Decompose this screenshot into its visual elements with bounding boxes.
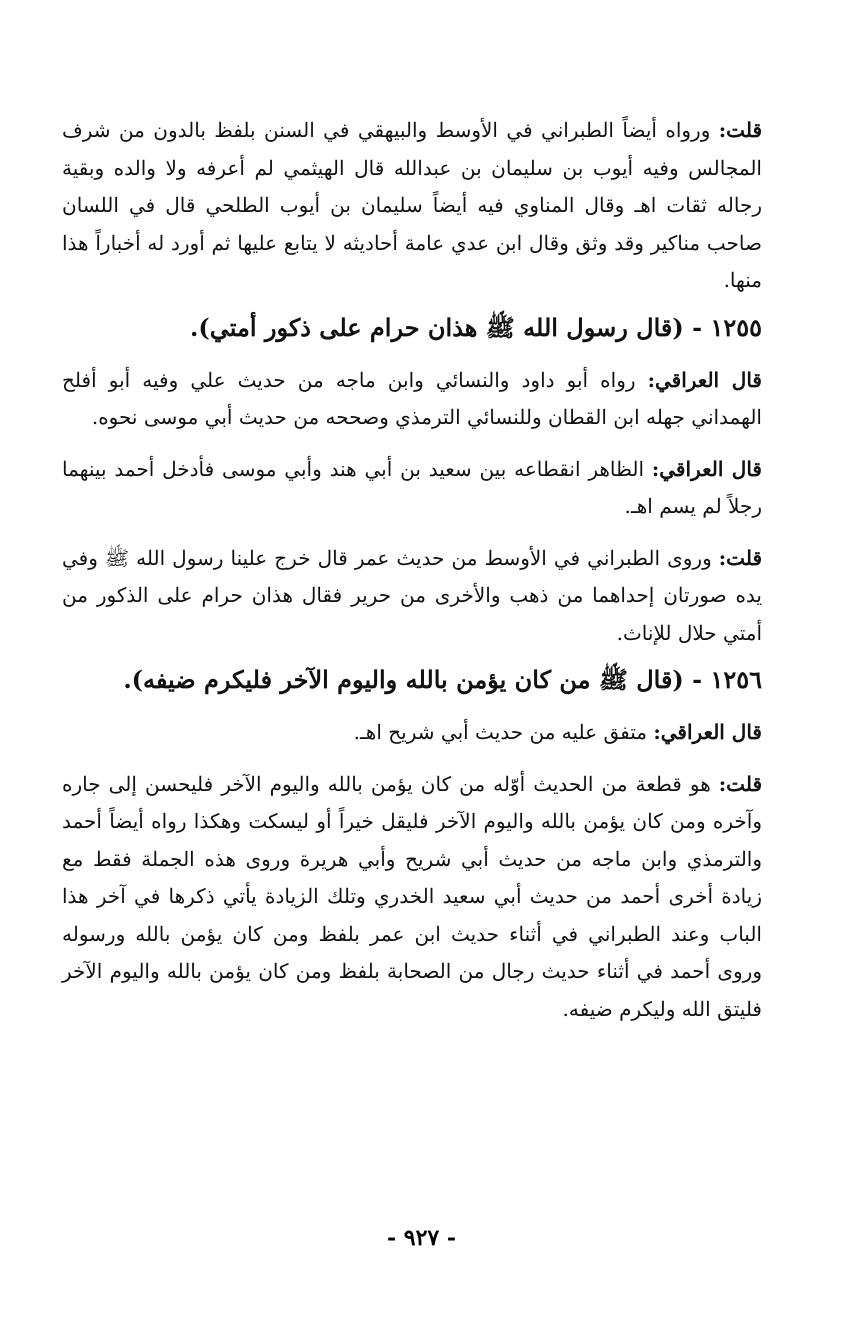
paragraph-lead: قال العراقي: <box>647 367 762 392</box>
paragraph-lead: قلت: <box>718 118 762 142</box>
hadith-heading-1255: ١٢٥٥ - (قال رسول الله ﷺ هذان حرام على ذكور أمتي). <box>190 312 762 342</box>
paragraph-lead: قال العراقي: <box>651 456 762 481</box>
paragraph-text: متفق عليه من حديث أبي شريح اهـ. <box>353 720 654 744</box>
paragraph-iraqi-3 <box>62 714 762 752</box>
hadith-heading-1256: ١٢٥٦ - (قال ﷺ من كان يؤمن بالله واليوم الآخر فليكرم ضيفه). <box>123 665 762 694</box>
paragraph-lead: قلت: <box>718 545 762 570</box>
paragraph-lead: قال العراقي: <box>653 720 762 744</box>
paragraph-text: رواه أبو داود والنسائي وابن ماجه من حديث علي وفيه أبو أفلح الهمداني جهله ابن القطان وللنسائي الترمذي وصححه من حديث أبي موسى نحوه. <box>62 367 762 429</box>
paragraph-text: الظاهر انقطاعه بين سعيد بن أبي هند وأبي موسى فأدخل أحمد بينهما رجلاً لم يسم اهـ. <box>62 456 762 518</box>
paragraph-text: وروى الطبراني في الأوسط من حديث عمر قال خرج علينا رسول الله ﷺ وفي يده صورتان إحداهما من ذهب والأخرى من حرير فقال هذان حرام على الذكور من أمتي حلال للإناث. <box>62 545 762 645</box>
page-number: - ٩٢٧ - <box>386 1225 457 1251</box>
paragraph-text: هو قطعة من الحديث أوّله من كان يؤمن بالله واليوم الآخر فليحسن إلى جاره وآخره ومن كان يؤمن بالله واليوم الآخر فليقل خيراً أو ليسكت وهكذا رواه أيضاً أحمد والترمذي وابن ماجه من حديث أبي شريح وأبي هريرة وروى هذه الجملة فقط مع زيادة أخرى أحمد من حديث أبي سعيد الخدري وتلك الزيادة يأتي ذكرها في آخر هذا الباب وعند الطبراني في أثناء حديث ابن عمر بلفظ ومن كان يؤمن بالله ورسوله وروى أحمد في أثناء حديث رجال من الصحابة بلفظ ومن كان يؤمن بالله واليوم الآخر فليتق الله وليكرم ضيفه. <box>62 771 762 1021</box>
paragraph-note-3 <box>62 766 762 1029</box>
paragraph-note-1 <box>62 112 762 300</box>
page-body <box>62 112 762 1028</box>
paragraph-note-2 <box>62 540 762 653</box>
paragraph-text: ورواه أيضاً الطبراني في الأوسط والبيهقي في السنن بلفظ بالدون من شرف المجالس وفيه أيوب بن سليمان بن عبدالله قال الهيثمي لم أعرفه ولا والده وبقية رجاله ثقات اهـ وقال المناوي فيه أيضاً سليمان بن أيوب الطلحي قال في اللسان صاحب مناكير وقد وثق وقال ابن عدي عامة أحاديثه لا يتابع عليها ثم أورد له أخباراً هذا منها. <box>62 118 762 292</box>
paragraph-iraqi-1 <box>62 362 762 437</box>
paragraph-iraqi-2 <box>62 451 762 526</box>
paragraph-lead: قلت: <box>718 771 762 796</box>
